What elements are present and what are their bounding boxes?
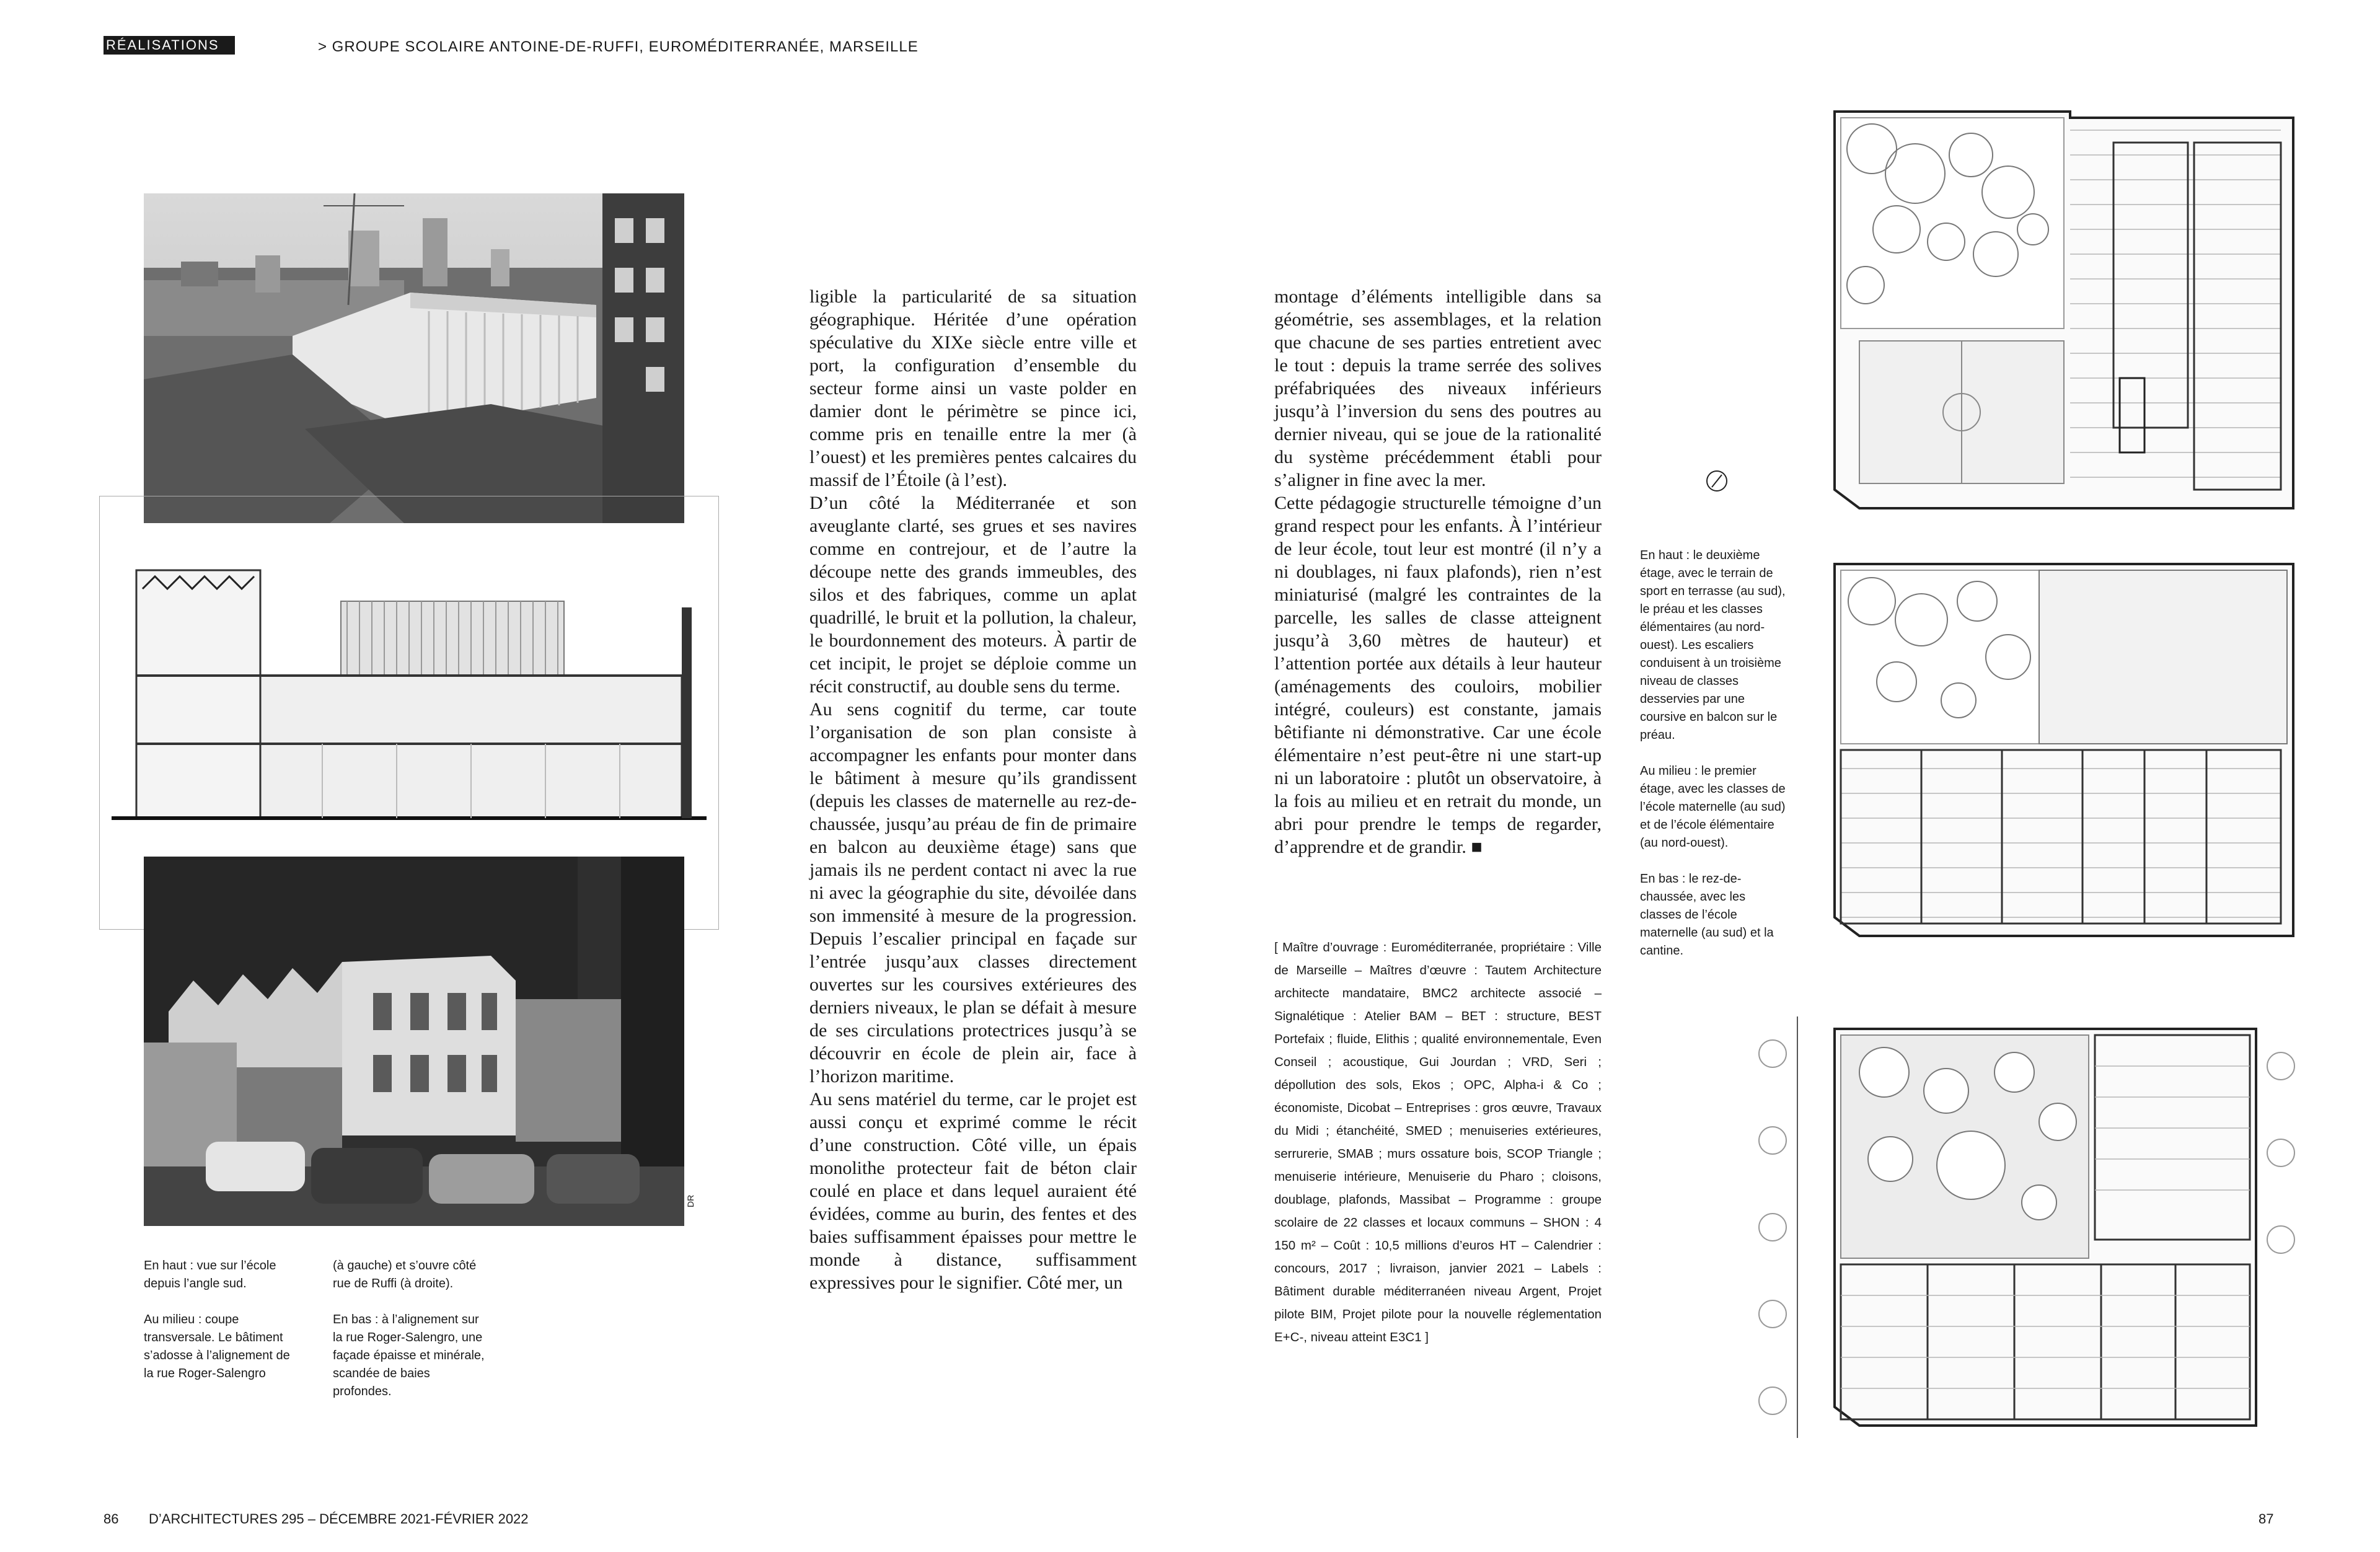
page-number-right: 87 xyxy=(2259,1511,2274,1527)
caption-bottom-photo: En bas : à l’alignement sur la rue Roger-Salengro, une façade épaisse et minérale, scandée de baies profondes. xyxy=(333,1313,485,1398)
paragraph: montage d’éléments intelligible dans sa géométrie, ses assemblages, et la relation que chacune de ses parties entretient avec le tout : depuis la trame serrée des solives préfabriquées des niveaux inférieurs jusqu’à l’inversion du sens des poutres au dernier niveau, qui se joue de la rationalité du système précédemment établi pour s’aligner in fine avec la mer. xyxy=(1274,286,1602,490)
caption-left-col2 xyxy=(333,1257,488,1419)
caption-plan-ground-floor: En bas : le rez-de-chaussée, avec les classes de l’école maternelle (au sud) et la cantine. xyxy=(1640,872,1774,958)
plan-first-floor xyxy=(1822,558,2299,942)
caption-section: Au milieu : coupe transversale. Le bâtiment s’adosse à l’alignement de la rue Roger-Salengro xyxy=(144,1313,290,1380)
north-arrow-icon xyxy=(1706,470,1728,492)
paragraph: ligible la particularité de sa situation géographique. Héritée d’une opération spéculative du XIXe siècle entre ville et port, la configuration d’ensemble du secteur forme ainsi un vaste polder en damier dont le périmètre se pince ici, comme pris en tenaille entre la mer (à l’ouest) et les premières pentes calcaires du massif de l’Étoile (à l’est). xyxy=(809,286,1137,490)
photo-aerial-view xyxy=(144,193,684,523)
article-column-2 xyxy=(1274,285,1602,858)
plan-ground-floor xyxy=(1748,1016,2306,1438)
caption-left-col1 xyxy=(144,1257,293,1401)
photo-credit: DR xyxy=(685,1194,695,1207)
page-number-left: 86 xyxy=(104,1511,119,1527)
caption-top-photo: En haut : vue sur l’école depuis l’angle sud. xyxy=(144,1259,276,1290)
paragraph: Au sens cognitif du terme, car toute l’organisation de son plan consiste à accompagner les enfants pour monter dans le bâtiment à mesure qu’ils grandissent (depuis les classes de maternelle au rez-de-chaussée, jusqu’au préau de fin de primaire en balcon au deuxième étage) sans que jamais ils ne perdent contact ni avec la rue ni avec la géographie du site, dévoilée dans son immensité à mesure de la progression. Depuis l’escalier principal en façade sur l’entrée jusqu’aux classes directement ouvertes sur les coursives extérieures des derniers niveaux, le plan se défait à mesure de ses circulations protectrices jusqu’à se découvrir en école de plein air, face à l’horizon maritime. xyxy=(809,699,1137,1087)
paragraph: D’un côté la Méditerranée et son aveuglante clarté, ses grues et ses navires comme en contrejour, et de l’autre la découpe nette des grands immeubles, des silos et des fabriques, comme un aplat quadrillé, le bruit et la pollution, la chaleur, le bourdonnement des moteurs. À partir de cet incipit, le projet se déploie comme un récit constructif, au double sens du terme. xyxy=(809,493,1137,697)
paragraph: Au sens matériel du terme, car le projet est aussi conçu et exprimé comme le récit d’une construction. Côté ville, un épais monolithe protecteur fait de béton clair coulé en place et dans lequel auraient été évidées, comme au burin, des fentes et des baies suffisamment épaisses pour mettre le monde à distance, suffisamment expressives pour le signifier. Côté mer, un xyxy=(809,1089,1137,1293)
article-column-1 xyxy=(809,285,1137,1294)
caption-section-cont: (à gauche) et s’ouvre côté rue de Ruffi (à droite). xyxy=(333,1259,477,1290)
paragraph: Cette pédagogie structurelle témoigne d’un grand respect pour les enfants. À l’intérieur de leur école, tout leur est montré (il n’y a ni doublages, ni faux plafonds), rien n’est miniaturisé (malgré les contraintes de la parcelle, les salles de classe atteignent jusqu’à 3,60 mètres de hauteur) et l’attention portée aux détails à leur hauteur (aménagements des couloirs, mobilier intégré, couleurs) est constante, jamais bêtifiante ni démonstrative. Car une école élémentaire n’est peut-être ni une start-up ni un laboratoire : plutôt un observatoire, à la fois au milieu et en retrait du monde, un abri pour prendre le temps de regarder, d’apprendre et de grandir. ■ xyxy=(1274,493,1602,857)
issue-info: D’ARCHITECTURES 295 – DÉCEMBRE 2021-FÉVRIER 2022 xyxy=(149,1511,529,1527)
caption-plan-second-floor: En haut : le deuxième étage, avec le terrain de sport en terrasse (au sud), le préau et les classes élémentaires (au nord-ouest). Les escaliers conduisent à un troisième niveau de classes desservies par une coursive en balcon sur le préau. xyxy=(1640,549,1786,742)
section-tag: RÉALISATIONS xyxy=(104,36,235,55)
caption-plan-first-floor: Au milieu : le premier étage, avec les classes de l’école maternelle (au sud) et de l’école élémentaire (au nord-ouest). xyxy=(1640,764,1786,850)
project-credits: [ Maître d’ouvrage : Euroméditerranée, propriétaire : Ville de Marseille – Maîtres d’œuvre : Tautem Architecture architecte mandataire, BMC2 architecte associé – Signalétique : Atelier BAM – BET : structure, BEST Portefaix ; fluide, Elithis ; qualité environnementale, Even Conseil ; acoustique, Gui Jourdan ; VRD, Seri ; dépollution des sols, Ekos ; OPC, Alpha-i & Co ; économiste, Dicobat – Entreprises : gros œuvre, Travaux du Midi ; étanchéité, SMED ; menuiseries extérieures, serrurerie, SMAB ; murs ossature bois, SCOP Triangle ; menuiserie intérieure, Menuiserie du Pharo ; cloisons, doublage, plafonds, Massibat – Programme : groupe scolaire de 22 classes et locaux communs – SHON : 4 150 m² – Coût : 10,5 millions d’euros HT – Calendrier : concours, 2017 ; livraison, janvier 2021 – Labels : Bâtiment durable méditerranéen niveau Argent, Projet pilote BIM, Projet pilote pour la nouvelle réglementation E+C-, niveau atteint E3C1 ] xyxy=(1274,940,1602,1344)
photo-street-facade xyxy=(144,857,684,1226)
breadcrumb: > GROUPE SCOLAIRE ANTOINE-DE-RUFFI, EUROMÉDITERRANÉE, MARSEILLE xyxy=(318,38,919,55)
plan-second-floor xyxy=(1822,105,2299,514)
caption-plans xyxy=(1640,547,1789,978)
